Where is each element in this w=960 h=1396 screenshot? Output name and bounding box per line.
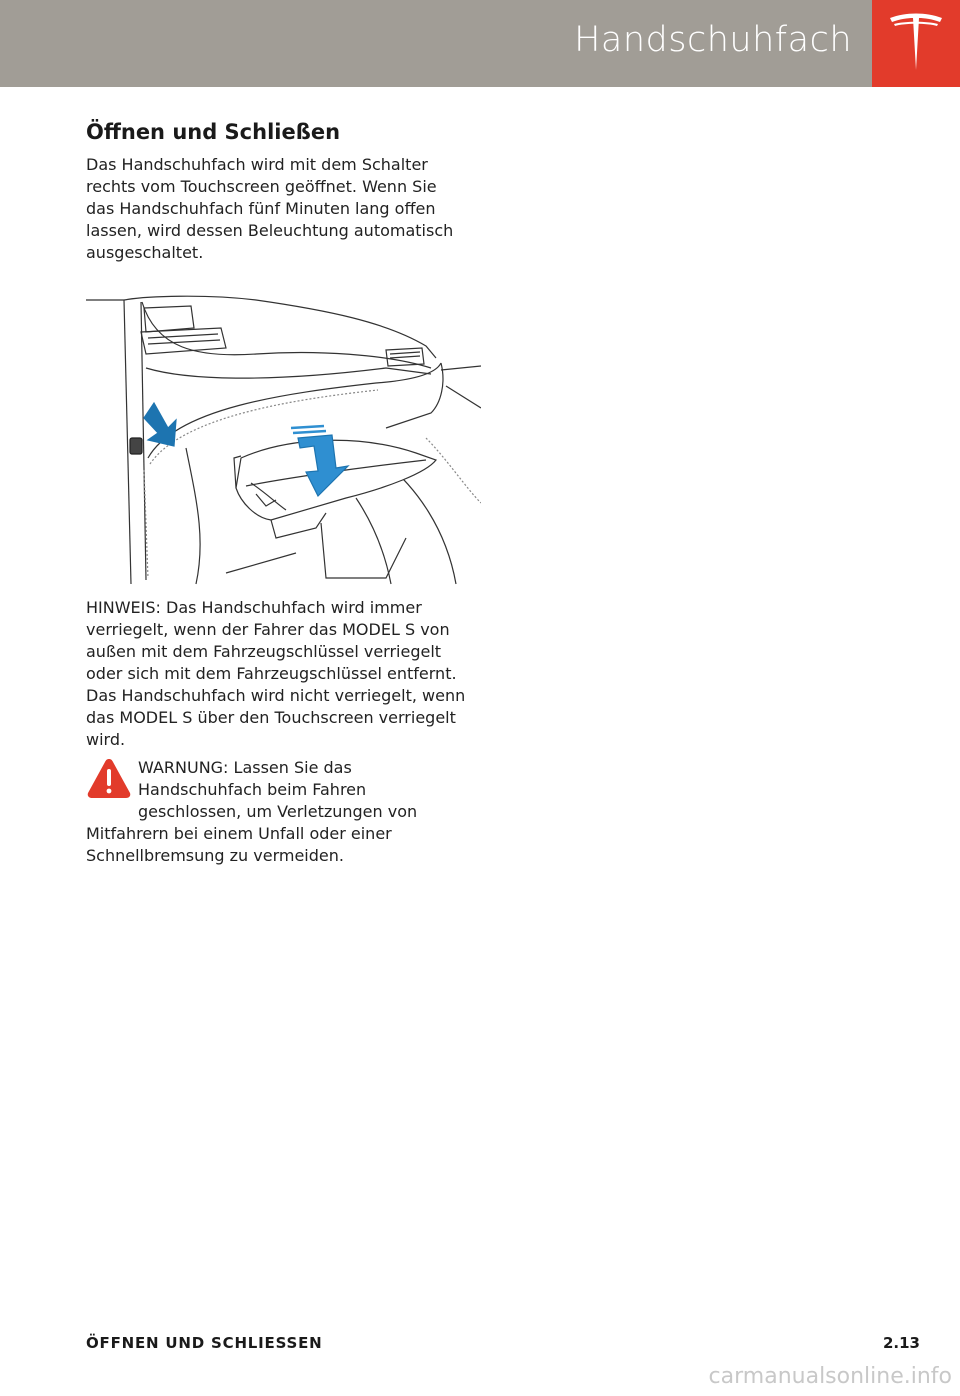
warning-text-rest <box>86 823 481 867</box>
glovebox-illustration <box>86 288 481 588</box>
warning-line: Mitfahrern bei einem Unfall oder einer <box>86 824 392 843</box>
brand-logo-box <box>872 0 960 87</box>
section-opening <box>86 120 486 264</box>
intro-paragraph <box>86 154 486 264</box>
warning-text-indented <box>138 757 478 823</box>
footer-page-number: 2.13 <box>882 1334 920 1352</box>
watermark-text: carmanualsonline.info <box>708 1364 952 1389</box>
intro-line: rechts vom Touchscreen geöffnet. Wenn Sie <box>86 177 437 196</box>
page-header <box>0 0 960 87</box>
note-line: verriegelt, wenn der Fahrer das MODEL S von <box>86 620 450 639</box>
note-line: außen mit dem Fahrzeugschlüssel verriegelt <box>86 642 442 661</box>
tesla-logo-icon <box>886 12 946 74</box>
note-line: Das Handschuhfach wird nicht verriegelt, wenn <box>86 686 466 705</box>
intro-line: Das Handschuhfach wird mit dem Schalter <box>86 155 428 174</box>
note-line: das MODEL S über den Touchscreen verriegelt <box>86 708 456 727</box>
footer-section-label: ÖFFNEN UND SCHLIESSEN <box>86 1334 323 1352</box>
section-heading: Öffnen und Schließen <box>86 120 341 144</box>
page-title: Handschuhfach <box>574 20 852 60</box>
intro-line: lassen, wird dessen Beleuchtung automatisch <box>86 221 454 240</box>
warning-triangle-icon <box>86 757 132 799</box>
warning-line: WARNUNG: Lassen Sie das <box>138 758 352 777</box>
warning-line: Schnellbremsung zu vermeiden. <box>86 846 344 865</box>
note-line: HINWEIS: Das Handschuhfach wird immer <box>86 598 422 617</box>
note-line: oder sich mit dem Fahrzeugschlüssel entfernt. <box>86 664 457 683</box>
intro-line: das Handschuhfach fünf Minuten lang offen <box>86 199 436 218</box>
note-paragraph <box>86 597 481 751</box>
glovebox-figure <box>86 288 481 588</box>
note-line: wird. <box>86 730 126 749</box>
intro-line: ausgeschaltet. <box>86 243 204 262</box>
warning-line: Handschuhfach beim Fahren <box>138 780 367 799</box>
warning-line: geschlossen, um Verletzungen von <box>138 802 418 821</box>
